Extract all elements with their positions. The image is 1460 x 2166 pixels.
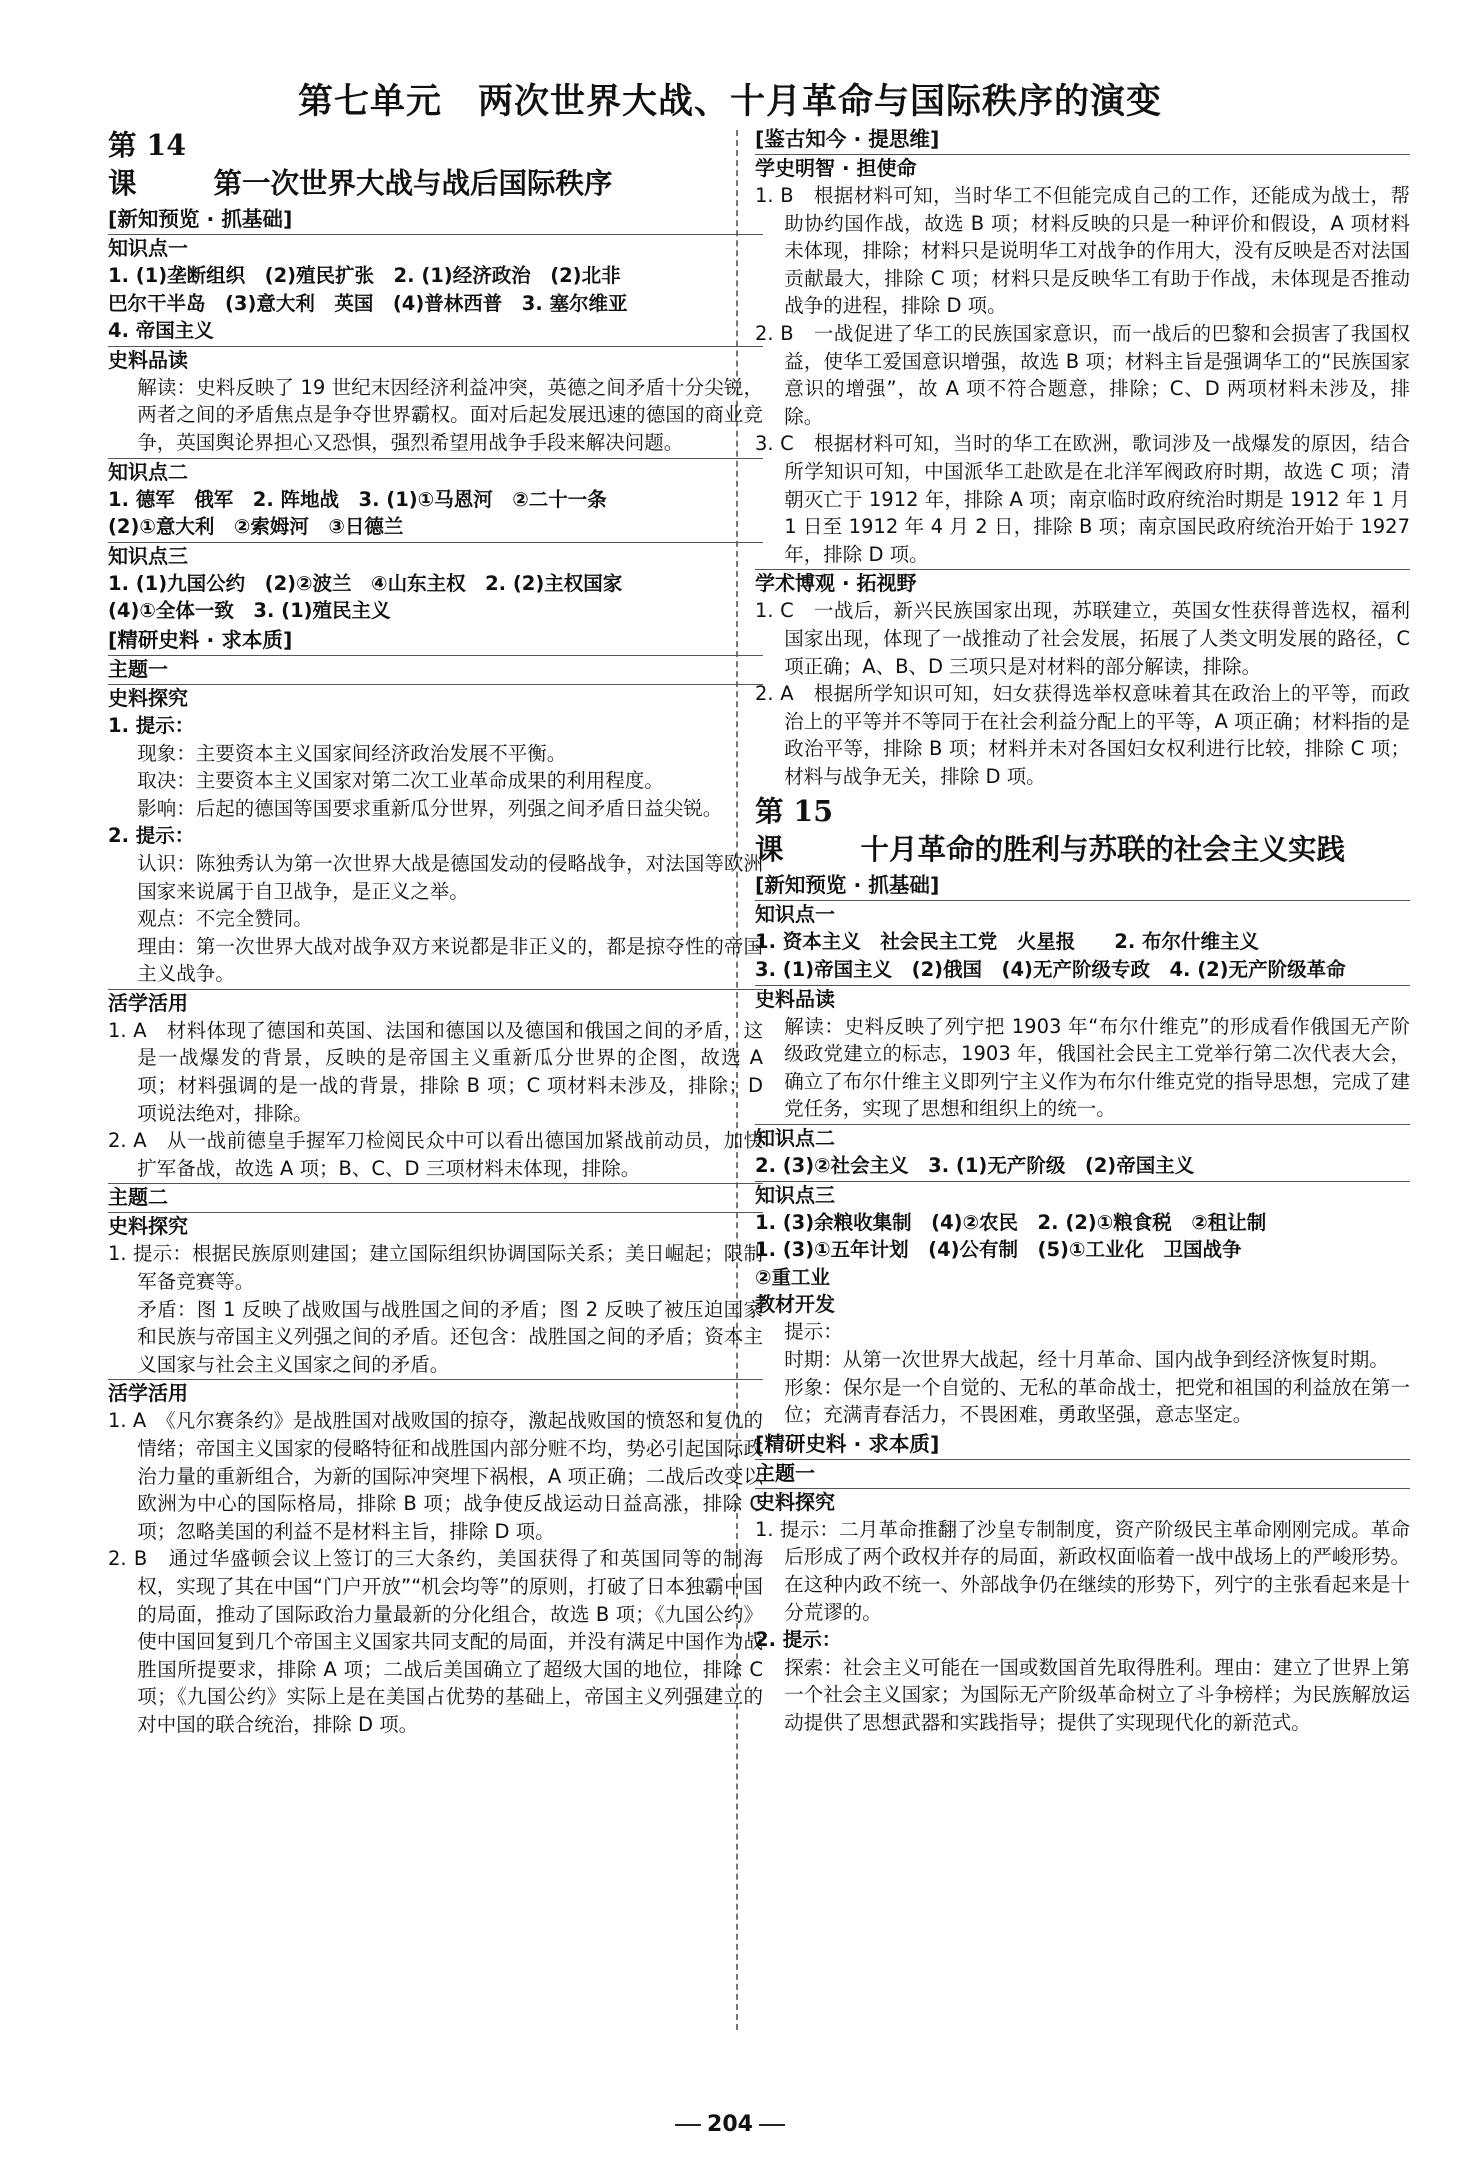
answer-text: 形象：保尔是一个自觉的、无私的革命战士，把党和祖国的利益放在第一位；充满青春活力，不畏困难，勇敢坚强，意志坚定。: [784, 1375, 1410, 1427]
practice-answer: 2. A 从一战前德皇手握军刀检阅民众中可以看出德国加紧战前动员，加快扩军备战，故选 A 项；B、C、D 三项材料未体现，排除。: [108, 1129, 763, 1180]
interpretation: 解读：史料反映了列宁把 1903 年“布尔什维克”的形成看作俄国无产阶级政党建立的标志，1903 年，俄国社会民主工党举行第二次代表大会，确立了布尔什维主义即列宁主义作为布尔什维克党的指导思想，完成了建党任务，实现了思想和组织上的统一。: [784, 1014, 1410, 1121]
footer-dash: [759, 2124, 785, 2126]
answer-text: 认识：陈独秀认为第一次世界大战是德国发动的侵略战争，对法国等欧洲国家来说属于自卫战争，是正义之举。: [137, 851, 763, 903]
interpretation: 解读：史料反映了 19 世纪末因经济利益冲突，英德之间矛盾十分尖锐，两者之间的矛盾焦点是争夺世界霸权。面对后起发展迅速的德国的商业竞争，英国舆论界担心又恐惧，强烈希望用战争手段来解决问题。: [137, 375, 763, 454]
section-jingyan: [ 精研史料 · 求本质 ]: [108, 627, 763, 654]
practice: 活学活用: [108, 1379, 763, 1407]
left-column: [108, 124, 763, 1739]
answer-text: 2. B 一战促进了华工的民族国家意识，而一战后的巴黎和会损害了我国权益，使华工爱国意识增强，故选 B 项；材料主旨是强调华工的“民族国家意识的增强”，故 A 项不符合题意，排除；C、D 两项材料未涉及，排除。: [755, 321, 1410, 428]
section-xinzhi: [ 新知预览 · 抓基础 ]: [755, 872, 1410, 899]
answer-line: 巴尔干半岛 (3)意大利 英国 (4)普林西普 3. 塞尔维亚: [108, 291, 628, 315]
answer-line: 4. 帝国主义: [108, 319, 214, 343]
answer-text: 取决：主要资本主义国家对第二次工业革命成果的利用程度。: [137, 769, 664, 793]
subsection-xueshu: 学术博观 · 拓视野: [755, 569, 1410, 597]
page-footer: [0, 2112, 1460, 2137]
answer-text: 2. A 根据所学知识可知，妇女获得选举权意味着其在政治上的平等，而政治上的平等并不等同于在社会利益分配上的平等，A 项正确；材料指的是政治平等，排除 B 项；材料并未对各国妇女权利进行比较，排除 C 项；材料与战争无关，排除 D 项。: [755, 682, 1410, 788]
knowledge-point-2: 知识点二: [108, 458, 763, 486]
knowledge-point-3: 知识点三: [755, 1181, 1410, 1209]
right-column: [755, 124, 1410, 1737]
unit-title: 第七单元 两次世界大战、十月革命与国际秩序的演变: [297, 81, 1162, 122]
answer-line: 1. 德军 俄军 2. 阵地战 3. (1)①马恩河 ②二十一条: [108, 487, 607, 511]
answer-line: 3. (1)帝国主义 (2)俄国 (4)无产阶级专政 4. (2)无产阶级革命: [755, 958, 1346, 982]
source-inquiry: 史料探究: [755, 1488, 1410, 1516]
lesson-15-heading: [755, 792, 1410, 868]
subsection-xueshi: 学史明智 · 担使命: [755, 154, 1410, 182]
answer-line: 2. (3)②社会主义 3. (1)无产阶级 (2)帝国主义: [755, 1154, 1195, 1178]
knowledge-point-1: 知识点一: [108, 234, 763, 262]
answer-text: 1. 提示：根据民族原则建国；建立国际组织协调国际关系；美日崛起；限制军备竞赛等。: [108, 1242, 763, 1294]
practice-answer: 2. B 通过华盛顿会议上签订的三大条约，美国获得了和英国同等的制海权，实现了其在中国“门户开放”“机会均等”的原则，打破了日本独霸中国的局面，推动了国际政治力量最新的分化组合，故选 B 项；《九国公约》使中国回复到几个帝国主义国家共同支配的局面，并没有满足中国作为战胜国所提要求，排除 A 项；二战后美国确立了超级大国的地位，排除 C 项；《九国公约》实际上是在美国占优势的基础上，帝国主义列强建立的对中国的联合统治，排除 D 项。: [108, 1547, 763, 1736]
answer-line: 1. 资本主义 社会民主工党 火星报 2. 布尔什维主义: [755, 930, 1260, 954]
answer-text: 现象：主要资本主义国家间经济政治发展不平衡。: [137, 741, 567, 765]
practice: 活学活用: [108, 989, 763, 1017]
page-number: 204: [707, 2112, 753, 2137]
answer-text: 1. C 一战后，新兴民族国家出现，苏联建立，英国女性获得普选权，福利国家出现，体现了一战推动了社会发展，拓展了人类文明发展的路径，C 项正确；A、B、D 三项只是对材料的部分解读，排除。: [755, 599, 1410, 678]
theme-2: 主题二: [108, 1183, 763, 1211]
answer-line: (4)①全体一致 3. (1)殖民主义: [108, 599, 391, 623]
section-jingyan: [ 精研史料 · 求本质 ]: [755, 1431, 1410, 1458]
answer-text: 观点：不完全赞同。: [137, 907, 313, 931]
answer-text: 1. B 根据材料可知，当时华工不但能完成自己的工作，还能成为战士，帮助协约国作战，故选 B 项；材料反映的只是一种评价和假设，A 项材料未体现，排除；材料只是说明华工对战争的作用大，没有反映是否对法国贡献最大，排除 C 项；材料只是反映华工有助于作战，未体现是否推动战争的进程，排除 D 项。: [755, 184, 1410, 318]
answer-text: 矛盾：图 1 反映了战败国与战胜国之间的矛盾；图 2 反映了被压迫国家和民族与帝国主义列强之间的矛盾。还包含：战胜国之间的矛盾；资本主义国家与社会主义国家之间的矛盾。: [137, 1297, 763, 1376]
answer-text: 探索：社会主义可能在一国或数国首先取得胜利。理由：建立了世界上第一个社会主义国家；为国际无产阶级革命树立了斗争榜样；为民族解放运动提供了思想武器和实践指导；提供了实现现代化的新范式。: [784, 1655, 1410, 1734]
knowledge-point-1: 知识点一: [755, 900, 1410, 928]
lesson-title: 第一次世界大战与战后国际秩序: [213, 166, 613, 200]
lesson-number: 第 15 课: [755, 794, 834, 867]
source-inquiry: 史料探究: [108, 1212, 763, 1240]
answer-text: 时期：从第一次世界大战起，经十月革命、国内战争到经济恢复时期。: [784, 1348, 1389, 1371]
source-inquiry: 史料探究: [108, 684, 763, 712]
section-jiangu: [ 鉴古知今 · 提思维 ]: [755, 126, 1410, 153]
knowledge-point-2: 知识点二: [755, 1124, 1410, 1152]
answer-line: ②重工业: [755, 1265, 831, 1289]
knowledge-point-3: 知识点三: [108, 542, 763, 570]
answer-line: 1. (3)余粮收集制 (4)②农民 2. (2)①粮食税 ②租让制: [755, 1210, 1267, 1234]
answer-line: 1. (3)①五年计划 (4)公有制 (5)①工业化 卫国战争: [755, 1238, 1242, 1262]
question-label: 1. 提示：: [108, 713, 195, 737]
textbook-development: 教材开发: [755, 1292, 835, 1317]
answer-text: 理由：第一次世界大战对战争双方来说都是非正义的，都是掠夺性的帝国主义战争。: [137, 934, 763, 986]
section-xinzhi: [ 新知预览 · 抓基础 ]: [108, 206, 763, 233]
question-label: 2. 提示：: [108, 824, 195, 848]
answer-line: 1. (1)九国公约 (2)②波兰 ④山东主权 2. (2)主权国家: [108, 571, 623, 595]
answer-line: (2)①意大利 ②索姆河 ③日德兰: [108, 515, 404, 539]
theme-1: 主题一: [108, 655, 763, 683]
theme-1: 主题一: [755, 1459, 1410, 1487]
answer-text: 1. 提示：二月革命推翻了沙皇专制制度，资产阶级民主革命刚刚完成。革命后形成了两个政权并存的局面，新政权面临着一战中战场上的严峻形势。在这种内政不统一、外部战争仍在继续的形势下，列宁的主张看起来是十分荒谬的。: [755, 1517, 1410, 1624]
lesson-number: 第 14 课: [108, 128, 187, 200]
practice-answer: 1. A 《凡尔赛条约》是战胜国对战败国的掠夺，激起战败国的愤怒和复仇的情绪；帝国主义国家的侵略特征和战胜国内部分赃不均，势必引起国际政治力量的重新组合，为新的国际冲突埋下祸根，A 项正确；二战后改变以欧洲为中心的国际格局，排除 B 项；战争使反战运动日益高涨，排除 C 项；忽略美国的利益不是材料主旨，排除 D 项。: [108, 1409, 763, 1543]
practice-answer: 1. A 材料体现了德国和英国、法国和德国以及德国和俄国之间的矛盾，这是一战爆发的背景，反映的是帝国主义重新瓜分世界的企图，故选 A 项；材料强调的是一战的背景，排除 B 项；C 项材料未涉及，排除；D 项说法绝对，排除。: [108, 1018, 763, 1125]
lesson-14-heading: [108, 126, 763, 202]
source-reading: 史料品读: [755, 985, 1410, 1013]
lesson-title: 十月革命的胜利与苏联的社会主义实践: [860, 832, 1345, 867]
question-label: 2. 提示：: [755, 1628, 842, 1652]
answer-text: 影响：后起的德国等国要求重新瓜分世界，列强之间矛盾日益尖锐。: [137, 796, 723, 820]
answer-line: 1. (1)垄断组织 (2)殖民扩张 2. (1)经济政治 (2)北非: [108, 264, 621, 287]
answer-text: 3. C 根据材料可知，当时的华工在欧洲，歌词涉及一战爆发的原因，结合所学知识可知，中国派华工赴欧是在北洋军阀政府时期，故选 C 项；清朝灭亡于 1912 年，排除 A 项；南京临时政府统治时期是 1912 年 1 月 1 日至 1912 年 4 月 2 日，排除 B 项；南京国民政府统治开始于 1927 年，排除 D 项。: [755, 432, 1410, 566]
footer-dash: [675, 2124, 701, 2126]
hint-label: 提示：: [784, 1320, 843, 1344]
source-reading: 史料品读: [108, 346, 763, 374]
